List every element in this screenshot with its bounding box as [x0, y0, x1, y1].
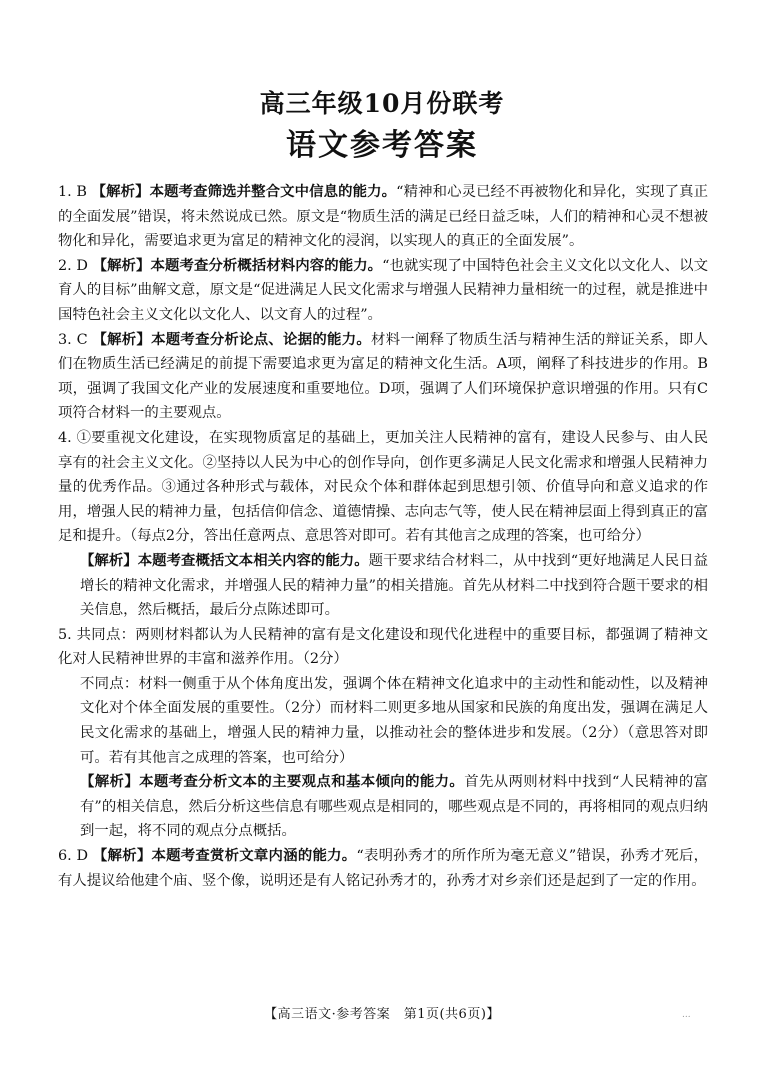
analysis-paragraph-5: [58, 770, 708, 844]
answer-item-1: [58, 180, 708, 254]
answer-item-5: [58, 623, 708, 672]
answer-subtitle: 语文参考答案: [286, 128, 478, 163]
page-footer: 【高三语文·参考答案 第1页(共6页)】: [264, 1007, 500, 1022]
answer-text: 材料一阐释了物质生活与精神生活的辩证关系，即人们在物质生活已经满足的前提下需要追求更为富足的精神文化生活。A项，阐释了科技进步的作用。B项，强调了我国文化产业的发展速度和重要地位。D项，强调了人们环境保护意识增强的作用。只有C项符合材料一的主要观点。: [58, 331, 708, 422]
item-number: 4.: [58, 429, 77, 446]
answer-item-4: [58, 426, 708, 549]
analysis-text: 题干要求结合材料二，从中找到“更好地满足人民日益增长的精神文化需求，并增强人民的精神力量”的相关措施。首先从材料二中找到符合题干要求的相关信息，然后概括，最后分点陈述即可。: [80, 552, 708, 619]
analysis-tag: 【解析】: [92, 256, 151, 274]
item-number: 1. B: [58, 184, 92, 200]
analysis-tag: 【解析】: [92, 847, 152, 865]
answer-item-5-differences: [58, 672, 708, 770]
answer-item-2: [58, 254, 708, 328]
answer-item-3: [58, 328, 708, 426]
analysis-lead: 本题考查分析概括材料内容的能力。: [150, 256, 383, 274]
answer-text: “精神和心灵已经不再被物化和异化，实现了真正的全面发展”错误，将未然说成已然。原文是“物质生活的满足已经日益乏味，人们的精神和心灵不想被物化和异化，需要追求更为富足的精神文化的浸润，以实现人的真正的全面发展”。: [58, 184, 708, 250]
answer-text: ①要重视文化建设，在实现物质富足的基础上，更加关注人民精神的富有，建设人民参与、由人民享有的社会主义文化。②坚持以人民为中心的创作导向，创作更多满足人民文化需求和增强人民精神力量的优秀作品。③通过各种形式与载体，对民众个体和群体起到思想引领、价值导向和意义追求的作用，增强人民的精神力量，包括信仰信念、道德情操、志向志气等，使人民在精神层面上得到真正的富足和提升。（每点2分，答出任意两点、意思答对即可。若有其他言之成理的答案，也可给分）: [58, 429, 708, 545]
answer-text: “表明孙秀才的所作所为毫无意义”错误，孙秀才死后，有人提议给他建个庙、竖个像，说明还是有人铭记孙秀才的，孙秀才对乡亲们还是起到了一定的作用。: [58, 848, 708, 889]
analysis-lead: 本题考查筛选并整合文中信息的能力。: [149, 183, 397, 200]
item-number: 5.: [58, 626, 77, 643]
item-number: 3. C: [58, 331, 93, 348]
analysis-text: 首先从两则材料中找到“人民精神的富有”的相关信息，然后分析这些信息有哪些观点是相同的，哪些观点是不同的，再将相同的观点归纳到一起，将不同的观点分点概括。: [80, 774, 708, 840]
exam-title: 高三年级10月份联考: [259, 89, 505, 118]
analysis-tag: 【解析】: [91, 183, 150, 200]
analysis-tag: 【解析】: [92, 330, 152, 348]
analysis-paragraph-4: [58, 549, 708, 623]
analysis-tag: 【解析】: [80, 551, 138, 569]
analysis-lead: 本题考查概括文本相关内容的能力。: [137, 551, 369, 569]
item-number: 6. D: [58, 848, 93, 865]
analysis-lead: 本题考查赏析文章内涵的能力。: [151, 847, 357, 865]
analysis-lead: 本题考查分析文本的主要观点和基本倾向的能力。: [139, 773, 465, 791]
analysis-lead: 本题考查分析论点、论据的能力。: [151, 330, 372, 348]
answer-body: [58, 180, 708, 893]
corner-mark: ...: [682, 1010, 691, 1020]
analysis-tag: 【解析】: [80, 773, 140, 791]
answer-text-2: 不同点：材料一侧重于从个体角度出发，强调个体在精神文化追求中的主动性和能动性，以及精神文化对个体全面发展的重要性。（2分）而材料二则更多地从国家和民族的角度出发，强调在满足人民文化需求的基础上，增强人民的精神力量，以推动社会的整体进步和发展。（2分）（意思答对即可。若有其他言之成理的答案，也可给分）: [80, 675, 708, 766]
answer-item-6: [58, 844, 708, 893]
answer-text: 共同点：两则材料都认为人民精神的富有是文化建设和现代化进程中的重要目标，都强调了精神文化对人民精神世界的丰富和滋养作用。（2分）: [58, 626, 708, 668]
item-number: 2. D: [58, 257, 93, 274]
answer-text: “也就实现了中国特色社会主义文化以文化人、以文育人的目标”曲解文意，原文是“促进满足人民文化需求与增强人民精神力量相统一的过程，就是推进中国特色社会主义文化以文化人、以文育人的过程”。: [58, 257, 708, 323]
